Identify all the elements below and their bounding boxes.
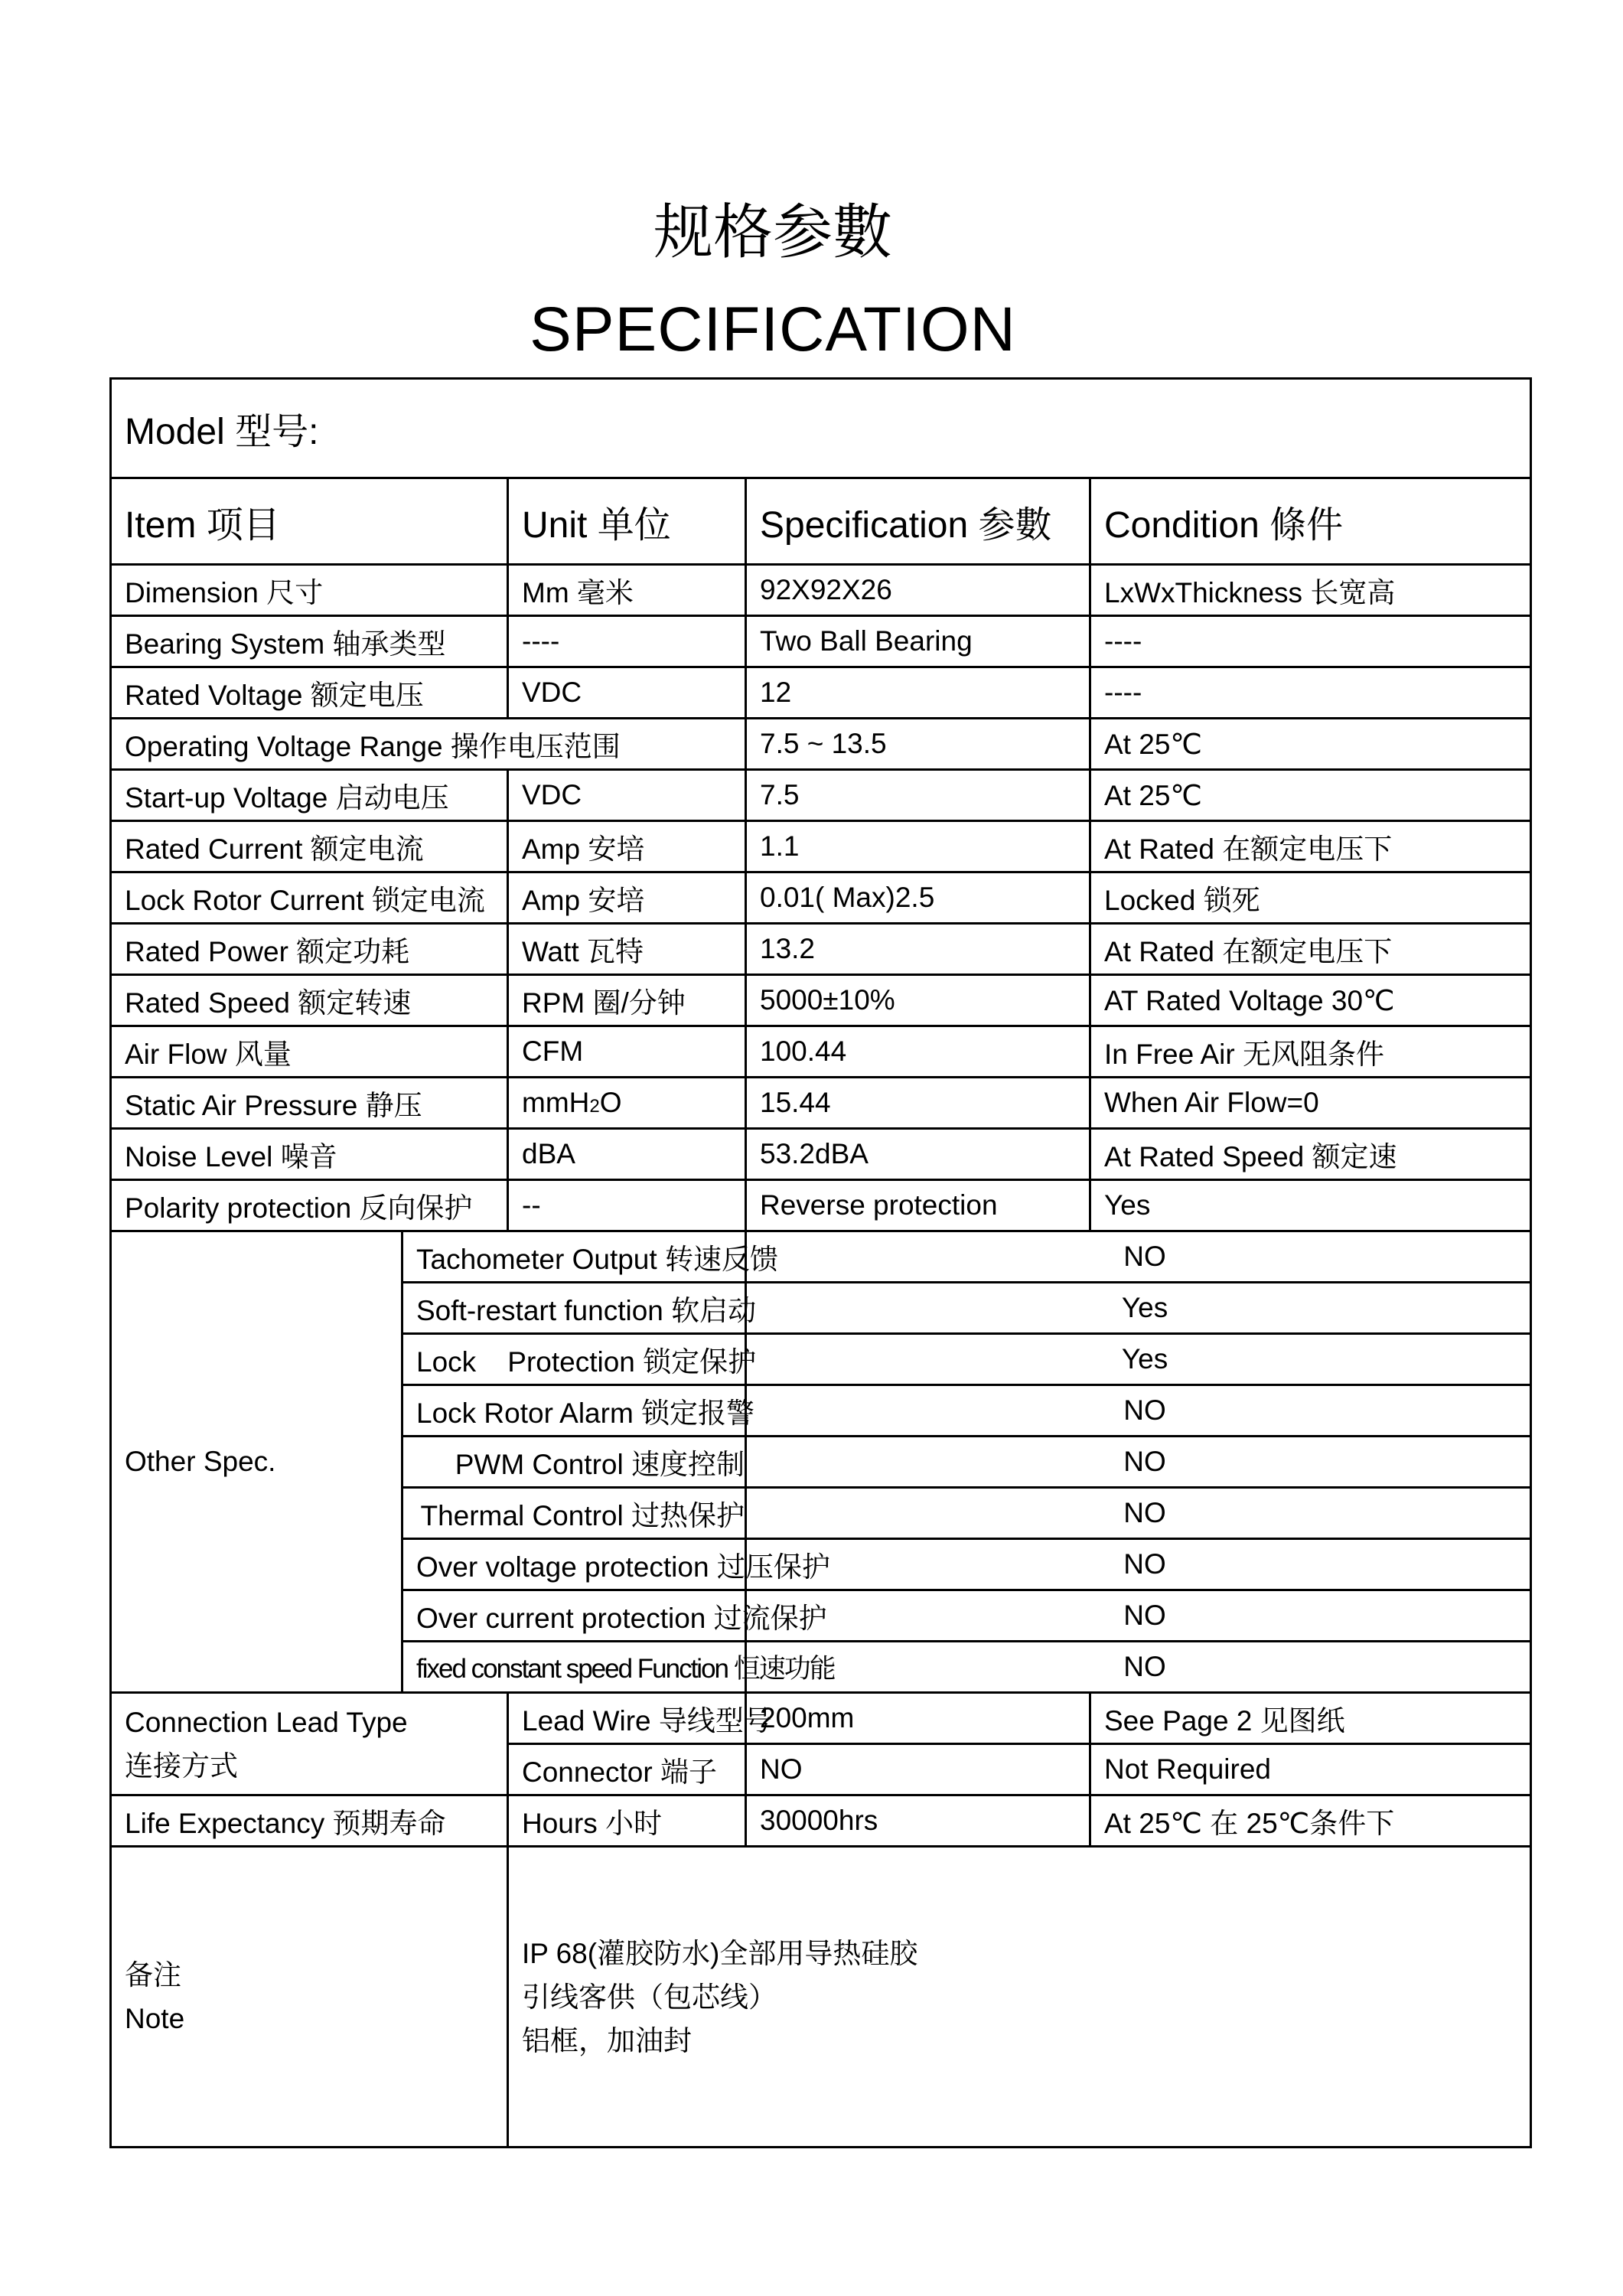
table-row xyxy=(111,565,1531,616)
unit-cell: Watt 瓦特 xyxy=(508,924,746,975)
page-title-english: SPECIFICATION xyxy=(530,295,1016,364)
other-spec-name: PWM Control 速度控制 xyxy=(402,1437,746,1488)
table-row xyxy=(111,770,1531,821)
condition-cell: At Rated 在额定电压下 xyxy=(1090,821,1531,872)
item-cell: Rated Voltage 额定电压 xyxy=(111,667,508,719)
item-cell: Static Air Pressure 静压 xyxy=(111,1078,508,1129)
condition-cell: At Rated Speed 额定速 xyxy=(1090,1129,1531,1180)
note-label-line: 备注 xyxy=(125,1959,181,1991)
item-cell: Rated Current 额定电流 xyxy=(111,821,508,872)
header-condition: Condition 條件 xyxy=(1090,478,1531,565)
condition-cell: Yes xyxy=(1090,1180,1531,1231)
note-label-line: Note xyxy=(125,2003,185,2034)
unit-cell: Amp 安培 xyxy=(508,872,746,924)
spec-cell: 1.1 xyxy=(746,821,1090,872)
note-row xyxy=(111,1847,1531,2148)
unit-text: O xyxy=(599,1087,622,1118)
spec-cell: 12 xyxy=(746,667,1090,719)
note-line: 引线客供（包芯线） xyxy=(522,1981,777,2013)
spec-cell: 7.5 xyxy=(746,770,1090,821)
spec-cell: 30000hrs xyxy=(746,1795,1090,1847)
life-expectancy-row xyxy=(111,1795,1531,1847)
item-cell: Dimension 尺寸 xyxy=(111,565,508,616)
unit-cell xyxy=(508,1078,746,1129)
other-spec-name: Over current protection 过流保护 xyxy=(402,1590,746,1642)
other-spec-name: Thermal Control 过热保护 xyxy=(402,1488,746,1539)
other-spec-name: Tachometer Output 转速反馈 xyxy=(402,1231,746,1283)
unit-cell: CFM xyxy=(508,1026,746,1078)
connection-label-line: 连接方式 xyxy=(125,1750,238,1782)
condition-cell: At 25℃ xyxy=(1090,770,1531,821)
condition-cell: AT Rated Voltage 30℃ xyxy=(1090,975,1531,1026)
spec-cell: 200mm xyxy=(746,1693,1090,1744)
spec-cell: 13.2 xyxy=(746,924,1090,975)
table-row xyxy=(111,1129,1531,1180)
condition-cell: Locked 锁死 xyxy=(1090,872,1531,924)
connection-label xyxy=(111,1693,508,1795)
unit-subscript: 2 xyxy=(589,1096,600,1117)
condition-cell: When Air Flow=0 xyxy=(1090,1078,1531,1129)
connection-row xyxy=(111,1693,1531,1744)
specification-table xyxy=(109,377,1532,2148)
other-spec-row xyxy=(111,1231,1531,1283)
other-spec-value: Yes xyxy=(746,1334,1531,1385)
spec-cell: NO xyxy=(746,1744,1090,1795)
other-spec-name: Lock Protection 锁定保护 xyxy=(402,1334,746,1385)
unit-cell: ---- xyxy=(508,616,746,667)
header-item: Item 项目 xyxy=(111,478,508,565)
spec-cell: 0.01( Max)2.5 xyxy=(746,872,1090,924)
condition-cell: At 25℃ 在 25℃条件下 xyxy=(1090,1795,1531,1847)
item-cell: Polarity protection 反向保护 xyxy=(111,1180,508,1231)
unit-cell: Lead Wire 导线型号 xyxy=(508,1693,746,1744)
table-row xyxy=(111,667,1531,719)
condition-cell: LxWxThickness 长宽高 xyxy=(1090,565,1531,616)
item-cell: Noise Level 噪音 xyxy=(111,1129,508,1180)
other-spec-value: NO xyxy=(746,1590,1531,1642)
condition-cell: At Rated 在额定电压下 xyxy=(1090,924,1531,975)
note-label xyxy=(111,1847,508,2148)
other-spec-name: Over voltage protection 过压保护 xyxy=(402,1539,746,1590)
table-row xyxy=(111,872,1531,924)
other-spec-value: NO xyxy=(746,1437,1531,1488)
spec-cell: 100.44 xyxy=(746,1026,1090,1078)
item-cell: Start-up Voltage 启动电压 xyxy=(111,770,508,821)
note-line: IP 68(灌胶防水)全部用导热硅胶 xyxy=(522,1937,918,1969)
other-spec-value: NO xyxy=(746,1385,1531,1437)
unit-cell: Connector 端子 xyxy=(508,1744,746,1795)
table-row xyxy=(111,975,1531,1026)
spec-cell: 7.5 ~ 13.5 xyxy=(746,719,1090,770)
connection-label-line: Connection Lead Type xyxy=(125,1706,408,1738)
spec-cell: 15.44 xyxy=(746,1078,1090,1129)
other-spec-value: NO xyxy=(746,1539,1531,1590)
page-title-chinese: 规格参數 xyxy=(653,198,892,267)
condition-cell: At 25℃ xyxy=(1090,719,1531,770)
note-content xyxy=(508,1847,1531,2148)
unit-cell: RPM 圈/分钟 xyxy=(508,975,746,1026)
other-spec-value: NO xyxy=(746,1642,1531,1693)
other-spec-value: NO xyxy=(746,1488,1531,1539)
unit-cell: Mm 毫米 xyxy=(508,565,746,616)
other-spec-value: NO xyxy=(746,1231,1531,1283)
item-cell: Bearing System 轴承类型 xyxy=(111,616,508,667)
condition-cell: In Free Air 无风阻条件 xyxy=(1090,1026,1531,1078)
condition-cell: ---- xyxy=(1090,667,1531,719)
item-cell: Rated Speed 额定转速 xyxy=(111,975,508,1026)
header-specification: Specification 参數 xyxy=(746,478,1090,565)
other-spec-name: fixed constant speed Function 恒速功能 xyxy=(402,1642,746,1693)
header-unit: Unit 单位 xyxy=(508,478,746,565)
table-row xyxy=(111,616,1531,667)
item-cell: Rated Power 额定功耗 xyxy=(111,924,508,975)
unit-cell: VDC xyxy=(508,770,746,821)
unit-cell: Amp 安培 xyxy=(508,821,746,872)
condition-cell: Not Required xyxy=(1090,1744,1531,1795)
other-spec-label: Other Spec. xyxy=(111,1231,402,1693)
item-cell: Air Flow 风量 xyxy=(111,1026,508,1078)
unit-cell: Hours 小时 xyxy=(508,1795,746,1847)
table-row xyxy=(111,1180,1531,1231)
other-spec-name: Soft-restart function 软启动 xyxy=(402,1283,746,1334)
unit-cell: dBA xyxy=(508,1129,746,1180)
item-cell: Operating Voltage Range 操作电压范围 xyxy=(111,719,746,770)
spec-cell: Reverse protection xyxy=(746,1180,1090,1231)
condition-cell: ---- xyxy=(1090,616,1531,667)
table-row xyxy=(111,821,1531,872)
item-cell: Life Expectancy 预期寿命 xyxy=(111,1795,508,1847)
unit-cell: -- xyxy=(508,1180,746,1231)
condition-cell: See Page 2 见图纸 xyxy=(1090,1693,1531,1744)
table-row xyxy=(111,1026,1531,1078)
unit-cell: VDC xyxy=(508,667,746,719)
note-line: 铝框，加油封 xyxy=(522,2024,692,2056)
spec-cell: Two Ball Bearing xyxy=(746,616,1090,667)
spec-cell: 53.2dBA xyxy=(746,1129,1090,1180)
spec-cell: 5000±10% xyxy=(746,975,1090,1026)
table-row xyxy=(111,719,1531,770)
unit-text: mmH xyxy=(522,1087,590,1118)
table-row xyxy=(111,924,1531,975)
table-row xyxy=(111,1078,1531,1129)
item-cell: Lock Rotor Current 锁定电流 xyxy=(111,872,508,924)
other-spec-name: Lock Rotor Alarm 锁定报警 xyxy=(402,1385,746,1437)
other-spec-value: Yes xyxy=(746,1283,1531,1334)
model-label: Model 型号: xyxy=(111,379,1531,478)
spec-cell: 92X92X26 xyxy=(746,565,1090,616)
